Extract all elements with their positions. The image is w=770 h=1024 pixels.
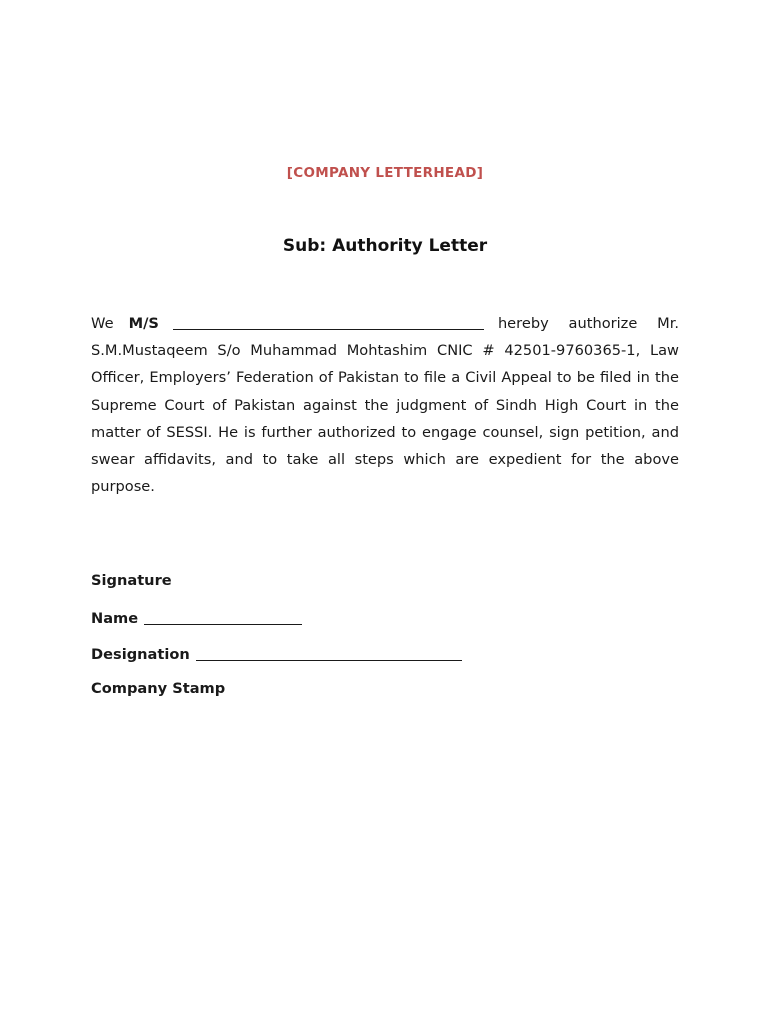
designation-label: Designation: [91, 646, 190, 663]
name-label: Name: [91, 610, 139, 627]
ms-label: M/S: [128, 315, 159, 332]
signature-label: Signature: [91, 572, 172, 589]
name-row: [91, 608, 462, 644]
authority-paragraph: [91, 310, 679, 500]
signature-row: [91, 572, 462, 608]
designation-blank[interactable]: [196, 646, 462, 661]
paragraph-body: S.M.Mustaqeem S/o Muhammad Mohtashim CNIC # 42501-9760365-1, Law Officer, Employers’ Federation of Pakistan to file a Civil Appeal to be filed in the Supreme Court of Pakistan against the judgment of Sindh High Court in the matter of SESSI. He is further authorized to engage counsel, sign petition, and swear affidavits, and to take all steps which are expedient for the above purpose.: [91, 342, 679, 496]
first-line: [91, 310, 679, 337]
word-hereby: hereby: [497, 315, 549, 332]
word-we: We: [91, 315, 114, 332]
subject-heading: Sub: Authority Letter: [282, 236, 488, 256]
company-stamp-row: [91, 680, 462, 716]
signature-block: [91, 572, 462, 716]
word-mr: Mr.: [657, 315, 680, 332]
company-name-blank[interactable]: [173, 313, 484, 330]
designation-row: [91, 644, 462, 680]
company-letterhead-placeholder: [COMPANY LETTERHEAD]: [286, 165, 484, 181]
name-blank[interactable]: [144, 610, 302, 625]
company-stamp-label: Company Stamp: [91, 680, 226, 697]
word-authorize: authorize: [568, 315, 638, 332]
